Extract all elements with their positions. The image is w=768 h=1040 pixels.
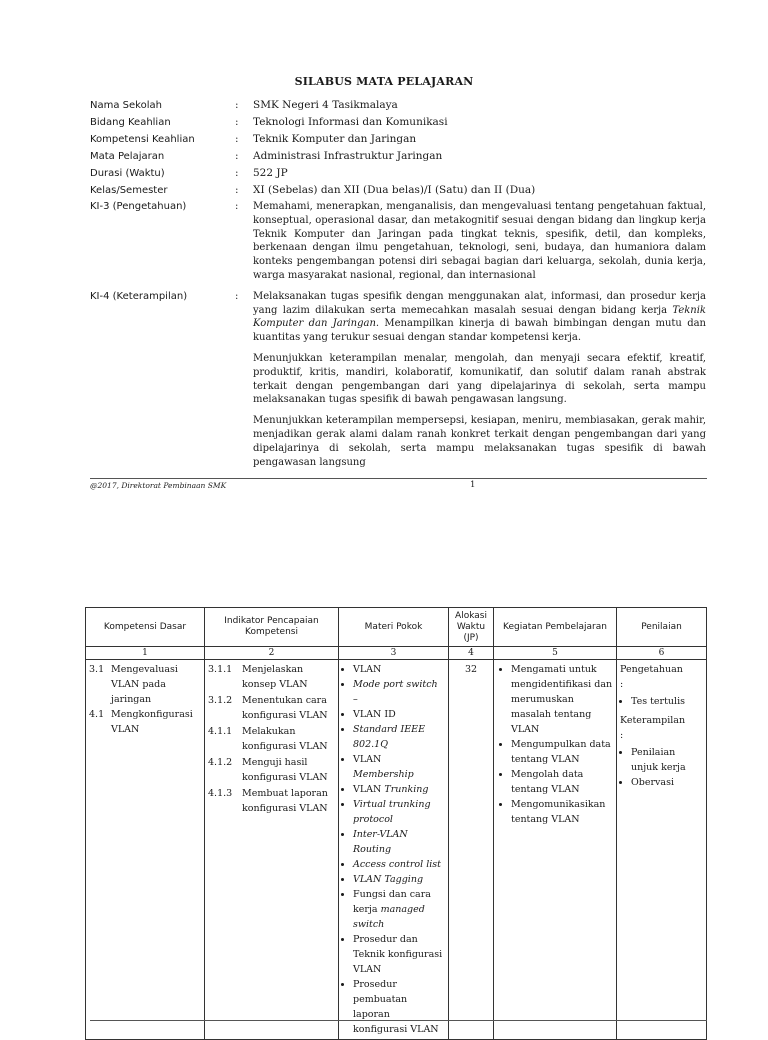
- info-value: XI (Sebelas) dan XII (Dua belas)/I (Satu) dan II (Dua): [253, 184, 536, 196]
- column-number: 5: [494, 647, 617, 660]
- table-row: [86, 660, 707, 1040]
- materi-text: VLAN: [353, 784, 385, 795]
- info-label: Bidang Keahlian: [90, 117, 171, 128]
- column-number: 1: [86, 647, 205, 660]
- info-block: [90, 97, 706, 476]
- ki4-content: [253, 290, 706, 477]
- materi-text: Fungsi dan cara kerja: [353, 889, 431, 915]
- indicator-number: 3.1.2: [208, 695, 233, 706]
- cell-alokasi-waktu: 32: [449, 660, 494, 1040]
- info-label: Kompetensi Keahlian: [90, 134, 195, 145]
- indicator-number: 4.1.1: [208, 726, 233, 737]
- info-row: [90, 148, 706, 165]
- penilaian-pengetahuan-list: [620, 694, 703, 709]
- kegiatan-item: • Mengumpulkan data tentang VLAN: [511, 737, 613, 767]
- ki4-label: KI-4 (Keterampilan): [90, 290, 188, 302]
- ki3-content: [253, 200, 706, 290]
- materi-item: • VLAN: [353, 662, 445, 677]
- kegiatan-item: • Mengolah data tentang VLAN: [511, 767, 613, 797]
- header-materi-pokok: Materi Pokok: [339, 608, 449, 647]
- info-label: Durasi (Waktu): [90, 168, 165, 179]
- materi-list: [342, 662, 445, 1037]
- materi-item: [353, 887, 445, 932]
- penilaian-heading: Keterampilan: [620, 715, 686, 726]
- column-number: 4: [449, 647, 494, 660]
- indicator-item: [208, 693, 335, 723]
- ki4-paragraph-2: Menunjukkan keterampilan menalar, mengolah, dan menyaji secara efektif, kreatif, produktif, kritis, mandiri, kolaboratif, komunikatif, dan solutif dalam ranah abstrak terkait dengan pengembangan dari yang dipelajarinya di sekolah, serta mampu melaksanakan tugas spesifik di bawah pengawasan langsung.: [253, 352, 706, 406]
- materi-item: [353, 752, 445, 782]
- kegiatan-list: [497, 662, 613, 827]
- footer-copyright: @2017, Direktorat Pembinaan SMK: [90, 481, 227, 490]
- indicator-text: Melakukan konfigurasi VLAN: [242, 726, 328, 752]
- column-number: 2: [205, 647, 339, 660]
- materi-emphasis: Membership: [353, 769, 414, 780]
- info-separator: :: [235, 167, 239, 179]
- info-separator: :: [235, 184, 239, 196]
- materi-item: • Prosedur pembuatan laporan konfigurasi VLAN: [353, 977, 445, 1037]
- page-title: SILABUS MATA PELAJARAN: [294, 75, 474, 88]
- materi-emphasis: managed switch: [353, 904, 425, 930]
- column-number: 3: [339, 647, 449, 660]
- footer-divider: [90, 478, 707, 479]
- ki3-row: [90, 200, 706, 290]
- kegiatan-item: • Mengomunikasikan tentang VLAN: [511, 797, 613, 827]
- materi-emphasis: Trunking: [384, 784, 429, 795]
- ki3-separator: :: [235, 201, 239, 212]
- info-value: SMK Negeri 4 Tasikmalaya: [253, 99, 398, 111]
- ki4-separator: :: [235, 290, 239, 302]
- page-number: 1: [470, 480, 476, 490]
- ki4-paragraph-1: [253, 290, 706, 345]
- kd-number: 4.1: [89, 709, 105, 720]
- info-row: [90, 182, 706, 199]
- indicator-number: 4.1.3: [208, 788, 233, 799]
- page-2-bottom-divider: [90, 1020, 707, 1021]
- indicator-text: Menentukan cara konfigurasi VLAN: [242, 695, 328, 721]
- materi-item: • Standard IEEE 802.1Q: [353, 722, 445, 752]
- info-label: Nama Sekolah: [90, 100, 162, 111]
- penilaian-pengetahuan-label: [620, 662, 703, 677]
- header-alokasi-waktu: Alokasi Waktu (JP): [449, 608, 494, 647]
- materi-item: • VLAN Tagging: [353, 872, 445, 887]
- penilaian-keterampilan-label: [620, 713, 703, 728]
- materi-text: VLAN: [353, 754, 382, 765]
- info-row: [90, 114, 706, 131]
- kegiatan-item: • Mengamati untuk mengidentifikasi dan merumuskan masalah tentang VLAN: [511, 662, 613, 737]
- materi-item: • Mode port switch –: [353, 677, 445, 707]
- table-number-row: [86, 647, 707, 660]
- info-label: Mata Pelajaran: [90, 151, 165, 162]
- kd-item: [89, 662, 201, 707]
- penilaian-heading: Pengetahuan: [620, 664, 683, 675]
- kd-item: [89, 707, 201, 737]
- info-value: 522 JP: [253, 167, 288, 179]
- header-penilaian: Penilaian: [617, 608, 707, 647]
- ki3-label: KI-3 (Pengetahuan): [90, 201, 187, 212]
- syllabus-table: [85, 607, 707, 1040]
- info-row: [90, 131, 706, 148]
- ki4-paragraph-3: Menunjukkan keterampilan mempersepsi, kesiapan, meniru, membiasakan, gerak mahir, menjadikan gerak alami dalam ranah konkret terkait dengan pengembangan dari yang dipelajarinya di sekolah, serta mampu melaksanakan tugas spesifik di bawah pengawasan langsung: [253, 415, 706, 468]
- ki4-p1-text-end: . Menampilkan kinerja di bawah bimbingan dengan mutu dan kuantitas yang terukur sesuai dengan standar kompetensi kerja.: [253, 318, 706, 344]
- materi-item: • Virtual trunking protocol: [353, 797, 445, 827]
- indicator-item: [208, 662, 335, 692]
- cell-materi-pokok: [339, 660, 449, 1040]
- cell-kompetensi-dasar: [86, 660, 205, 1040]
- indicator-text: Menjelaskan konsep VLAN: [242, 664, 308, 690]
- info-row: [90, 165, 706, 182]
- ki3-text: Memahami, menerapkan, menganalisis, dan mengevaluasi tentang pengetahuan faktual, konseptual, operasional dasar, dan metakognitif sesuai dengan bidang dan lingkup kerja Teknik Komputer dan Jaringan pada tingkat teknis, spesifik, detil, dan kompleks, berkenaan dengan ilmu pengetahuan, teknologi, seni, budaya, dan humaniora dalam konteks pengembangan potensi diri sebagai bagian dari keluarga, sekolah, dunia kerja, warga masyarakat nasional, regional, dan internasional: [253, 201, 706, 281]
- cell-penilaian: [617, 660, 707, 1040]
- info-value: Administrasi Infrastruktur Jaringan: [253, 150, 443, 162]
- indicator-item: [208, 755, 335, 785]
- indicator-number: 3.1.1: [208, 664, 233, 675]
- penilaian-item: • Obervasi: [631, 775, 703, 790]
- kd-text: Mengkonfigurasi VLAN: [111, 709, 193, 735]
- penilaian-item: • Tes tertulis: [631, 694, 703, 709]
- materi-item: • Prosedur dan Teknik konfigurasi VLAN: [353, 932, 445, 977]
- indicator-item: [208, 724, 335, 754]
- info-separator: :: [235, 133, 239, 145]
- indicator-text: Menguji hasil konfigurasi VLAN: [242, 757, 328, 783]
- penilaian-colon: :: [620, 679, 624, 690]
- column-number: 6: [617, 647, 707, 660]
- header-indikator: Indikator Pencapaian Kompetensi: [205, 608, 339, 647]
- penilaian-item: • Penilaian unjuk kerja: [631, 745, 703, 775]
- info-separator: :: [235, 116, 239, 128]
- penilaian-keterampilan-list: [620, 745, 703, 790]
- kd-text: Mengevaluasi VLAN pada jaringan: [111, 664, 178, 705]
- info-value: Teknik Komputer dan Jaringan: [253, 133, 417, 145]
- info-row: [90, 97, 706, 114]
- indicator-text: Membuat laporan konfigurasi VLAN: [242, 788, 328, 814]
- materi-item: • VLAN ID: [353, 707, 445, 722]
- syllabus-page-1: [0, 0, 768, 495]
- info-separator: :: [235, 99, 239, 111]
- table-header-row: [86, 608, 707, 647]
- ki4-row: [90, 290, 706, 477]
- info-separator: :: [235, 150, 239, 162]
- cell-kegiatan: [494, 660, 617, 1040]
- header-kegiatan: Kegiatan Pembelajaran: [494, 608, 617, 647]
- penilaian-colon: :: [620, 730, 624, 741]
- materi-item: • Access control list: [353, 857, 445, 872]
- header-kompetensi-dasar: Kompetensi Dasar: [86, 608, 205, 647]
- materi-item: • Inter-VLAN Routing: [353, 827, 445, 857]
- ki4-p1-text: Melaksanakan tugas spesifik dengan menggunakan alat, informasi, dan prosedur kerja yang lazim dilakukan serta memecahkan masalah sesuai dengan bidang kerja: [253, 290, 706, 316]
- kd-number: 3.1: [89, 664, 105, 675]
- info-label: Kelas/Semester: [90, 185, 168, 196]
- info-value: Teknologi Informasi dan Komunikasi: [253, 116, 448, 128]
- cell-indikator: [205, 660, 339, 1040]
- indicator-item: [208, 786, 335, 816]
- ki4-p1-emphasis: Teknik Komputer dan Jaringan: [253, 304, 706, 330]
- indicator-number: 4.1.2: [208, 757, 233, 768]
- materi-item: [353, 782, 445, 797]
